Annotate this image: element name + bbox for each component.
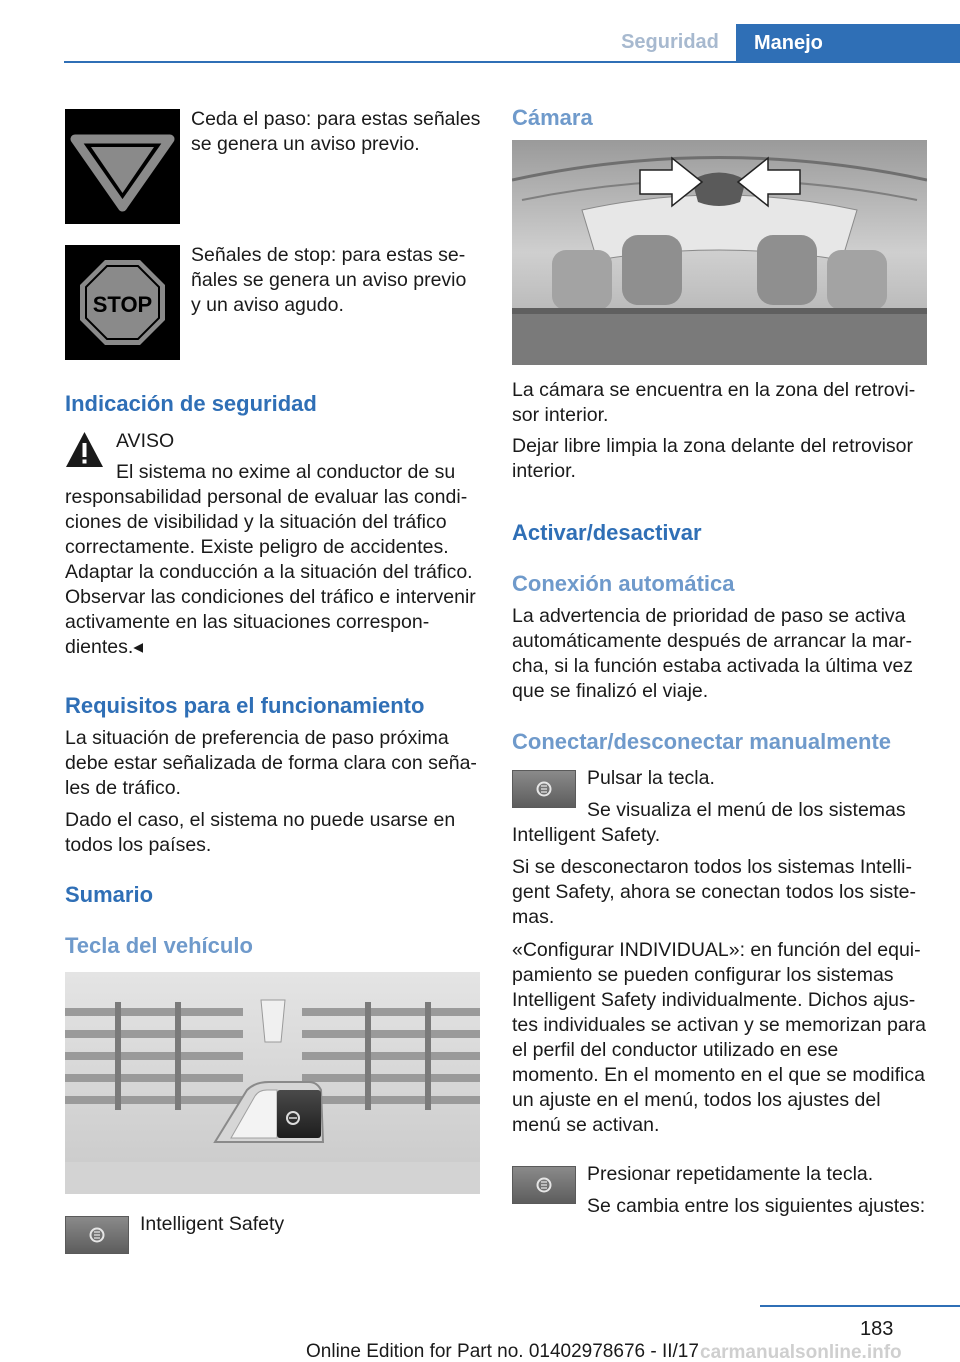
yield-sign-text: Ceda el paso: para estas señales se genera un aviso previo.: [191, 108, 481, 155]
config-text: «Configurar INDIVIDUAL»: en función del equipamiento se pueden configurar los sistemas Intelligent Safety individualmente. Dichos ajustes individuales se activan y se memorizan para el perfil del conductor utilizado en ese momento. En el momento en el que se modifica un ajuste en el menú, todos los ajustes del menú se activan.: [512, 939, 927, 1136]
auto-heading: Conexión automática: [512, 571, 735, 596]
auto-text: La advertencia de prioridad de paso se activa automáticamente después de arrancar la marcha, si la función estaba activada la última vez que se finalizó el viaje.: [512, 605, 914, 702]
switch-body: Se cambia entre los siguientes ajustes:: [587, 1195, 926, 1217]
watermark: carmanualsonline.info: [700, 1342, 902, 1362]
tab-seguridad[interactable]: Seguridad: [621, 31, 719, 53]
yield-sign-icon: [65, 109, 180, 224]
menu-shown-text: [512, 798, 930, 848]
stop-sign-image: [65, 245, 180, 360]
requirements-text-2: Dado el caso, el sistema no puede usarse en todos los países.: [65, 809, 456, 856]
button-caption: Intelligent Safety: [140, 1213, 285, 1235]
stop-sign-word: STOP: [92, 292, 153, 317]
stop-sign-icon: [65, 245, 180, 360]
warning-label: AVISO: [116, 430, 175, 452]
vehicle-key-heading: Tecla del vehículo: [65, 933, 253, 958]
requirements-heading: Requisitos para el funcionamiento: [65, 693, 425, 718]
camera-text-2: Dejar libre limpia la zona delante del retrovisor interior.: [512, 435, 914, 482]
warning-text: [65, 460, 483, 660]
page-number: 183: [860, 1318, 894, 1340]
dashboard-button-photo: [65, 972, 480, 1194]
edition-text: Online Edition for Part no. 01402978676 - II/17: [306, 1341, 699, 1362]
safety-heading: Indicación de seguridad: [65, 391, 317, 416]
disconnected-text: Si se desconectaron todos los sistemas Intelligent Safety, ahora se conectan todos los sistemas.: [512, 856, 916, 928]
intelligent-safety-icon: [66, 1217, 128, 1253]
switch-text: [512, 1194, 930, 1219]
press-key-text: Pulsar la tecla.: [587, 767, 715, 789]
footer-rule: [760, 1305, 960, 1307]
press-repeat-text: Presionar repetidamente la tecla.: [587, 1163, 874, 1185]
tab-manejo[interactable]: Manejo: [736, 24, 960, 62]
car-interior-camera-photo: [512, 140, 927, 365]
camera-text-1: La cámara se encuentra en la zona del retrovisor interior.: [512, 379, 916, 426]
menu-shown-body: Se visualiza el menú de los sistemas Intelligent Safety.: [512, 799, 906, 846]
intelligent-safety-button-image: [65, 1216, 129, 1254]
header-rule: [64, 61, 960, 63]
stop-sign-text: Señales de stop: para estas señales se genera un aviso previo y un aviso agudo.: [191, 244, 467, 316]
yield-sign-image: [65, 109, 180, 224]
warning-body: El sistema no exime al conductor de su responsabilidad personal de evaluar las condiciones de visibilidad y la situación del tráfico correctamente. Existe peligro de accidentes. Adaptar la conducción a la situación del tráfico. Observar las condiciones del tráfico e intervenir activamente en las situaciones correspondientes.◂: [65, 461, 476, 658]
requirements-text-1: La situación de preferencia de paso próxima debe estar señalizada de forma clara con señales de tráfico.: [65, 727, 477, 799]
manual-heading: Conectar/desconectar manualmente: [512, 729, 892, 754]
summary-heading: Sumario: [65, 882, 154, 907]
activate-heading: Activar/desactivar: [512, 520, 702, 545]
camera-heading: Cámara: [512, 105, 593, 130]
